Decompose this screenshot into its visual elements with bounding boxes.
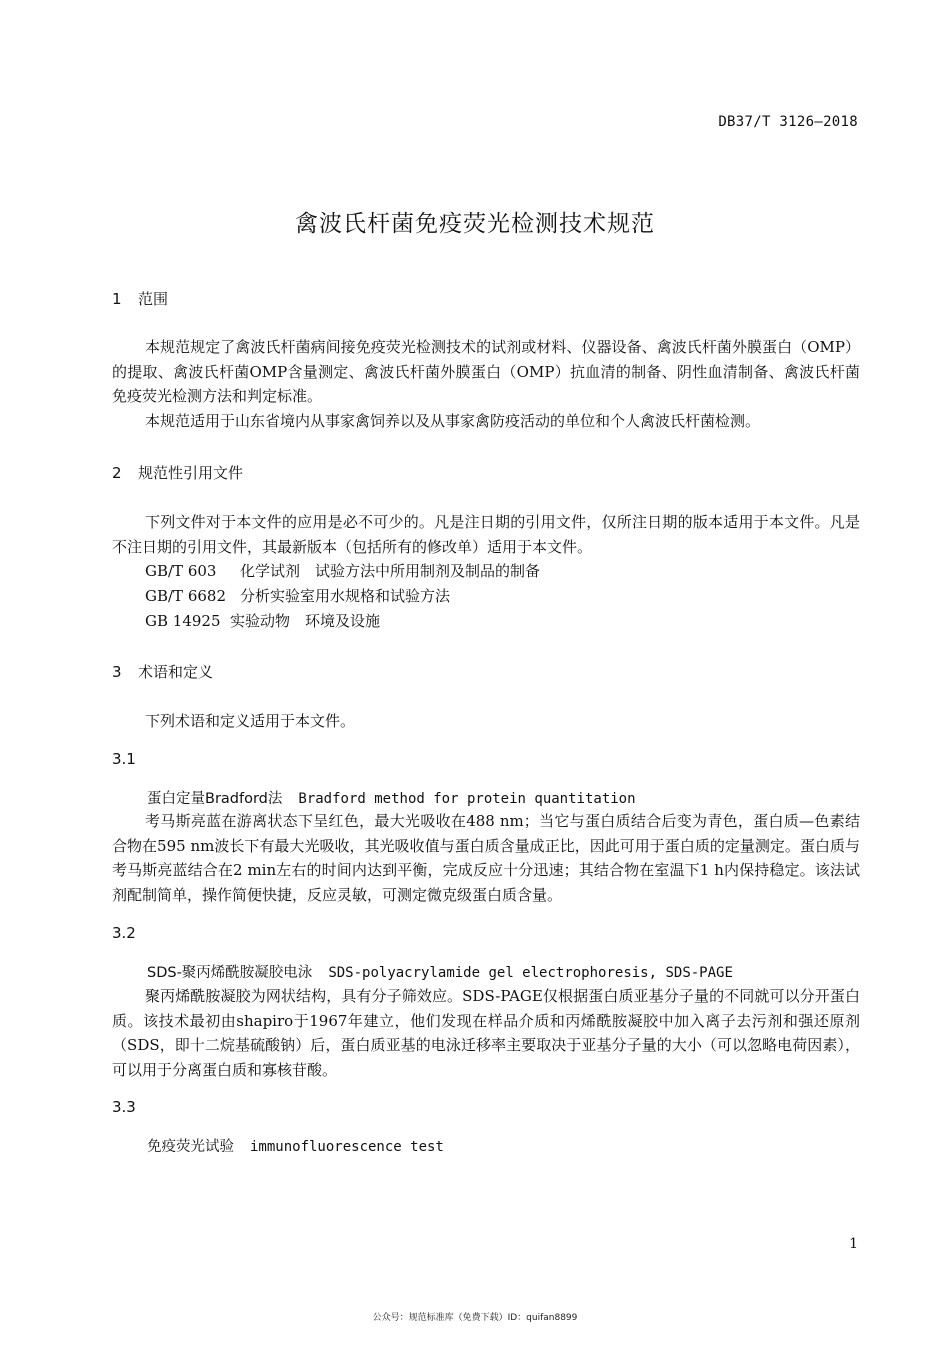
section-number: 3: [112, 663, 122, 681]
reference-item: [145, 585, 450, 606]
document-title: 禽波氏杆菌免疫荧光检测技术规范: [295, 211, 655, 237]
term-english: SDS-polyacrylamide gel electrophoresis, SDS-PAGE: [328, 965, 733, 981]
term-chinese: SDS-聚丙烯酰胺凝胶电泳: [147, 965, 313, 981]
section-title: 规范性引用文件: [138, 464, 244, 482]
reference-title: 化学试剂 试验方法中所用制剂及制品的制备: [240, 562, 541, 580]
normative-references-paragraph: 下列文件对于本文件的应用是必不可少的。凡是注日期的引用文件，仅所注日期的版本适用于本文件。凡是不注日期的引用文件，其最新版本（包括所有的修改单）适用于本文件。: [112, 513, 860, 556]
section-3-heading: [112, 661, 213, 682]
term-number: 3.3: [112, 1098, 136, 1116]
reference-code: GB 14925: [145, 612, 221, 630]
section-title: 范围: [138, 290, 169, 308]
term-definition: 考马斯亮蓝在游离状态下呈红色，最大光吸收在488 nm；当它与蛋白质结合后变为青色，蛋白质—色素结合物在595 nm波长下有最大光吸收，其光吸收值与蛋白质含量成正比，因此可用于蛋白质的定量测定。蛋白质与考马斯亮蓝结合在2 min左右的时间内达到平衡，完成反应十分迅速；其结合物在室温下1 h内保持稳定。该法试剂配制简单，操作简便快捷，反应灵敏，可测定微克级蛋白质含量。: [112, 812, 860, 904]
term-definition: 聚丙烯酰胺凝胶为网状结构，具有分子筛效应。SDS-PAGE仅根据蛋白质亚基分子量的不同就可以分开蛋白质。该技术最初由shapiro于1967年建立，他们发现在样品介质和丙烯酰胺凝胶中加入离子去污剂和强还原剂（SDS，即十二烷基硫酸钠）后，蛋白质亚基的电泳迁移率主要取决于亚基分子量的大小（可以忽略电荷因素），可以用于分离蛋白质和寡核苷酸。: [112, 987, 860, 1079]
reference-title: 分析实验室用水规格和试验方法: [240, 587, 451, 605]
scope-paragraph-2: 本规范适用于山东省境内从事家禽饲养以及从事家禽防疫活动的单位和个人禽波氏杆菌检测。: [145, 412, 761, 430]
term-english: immunofluorescence test: [250, 1139, 444, 1155]
section-title: 术语和定义: [138, 663, 214, 681]
term-heading: [147, 787, 636, 808]
term-number: 3.1: [112, 750, 136, 768]
page-number: 1: [849, 1236, 858, 1252]
term-english: Bradford method for protein quantitation: [298, 791, 636, 807]
document-code: DB37/T 3126—2018: [718, 114, 858, 130]
reference-item: [145, 610, 380, 631]
section-1-heading: [112, 288, 168, 309]
term-heading: [147, 961, 733, 982]
term-chinese: 蛋白定量Bradford法: [147, 791, 283, 807]
term-heading: [147, 1135, 444, 1156]
reference-title: 实验动物 环境及设施: [230, 612, 381, 630]
term-chinese: 免疫荧光试验: [147, 1139, 234, 1155]
reference-item: [145, 560, 540, 581]
section-number: 1: [112, 290, 122, 308]
footer-watermark: 公众号：规范标准库（免费下载）ID：quifan8899: [372, 1313, 578, 1323]
terms-intro-paragraph: 下列术语和定义适用于本文件。: [145, 712, 356, 730]
term-number: 3.2: [112, 924, 136, 942]
section-number: 2: [112, 464, 122, 482]
scope-paragraph-1: 本规范规定了禽波氏杆菌病间接免疫荧光检测技术的试剂或材料、仪器设备、禽波氏杆菌外膜蛋白（OMP）的提取、禽波氏杆菌OMP含量测定、禽波氏杆菌外膜蛋白（OMP）抗血清的制备、阴性血清制备、禽波氏杆菌免疫荧光检测方法和判定标准。: [112, 338, 860, 405]
reference-code: GB/T 6682: [145, 587, 227, 605]
reference-code: GB/T 603: [145, 562, 217, 580]
section-2-heading: [112, 462, 243, 483]
